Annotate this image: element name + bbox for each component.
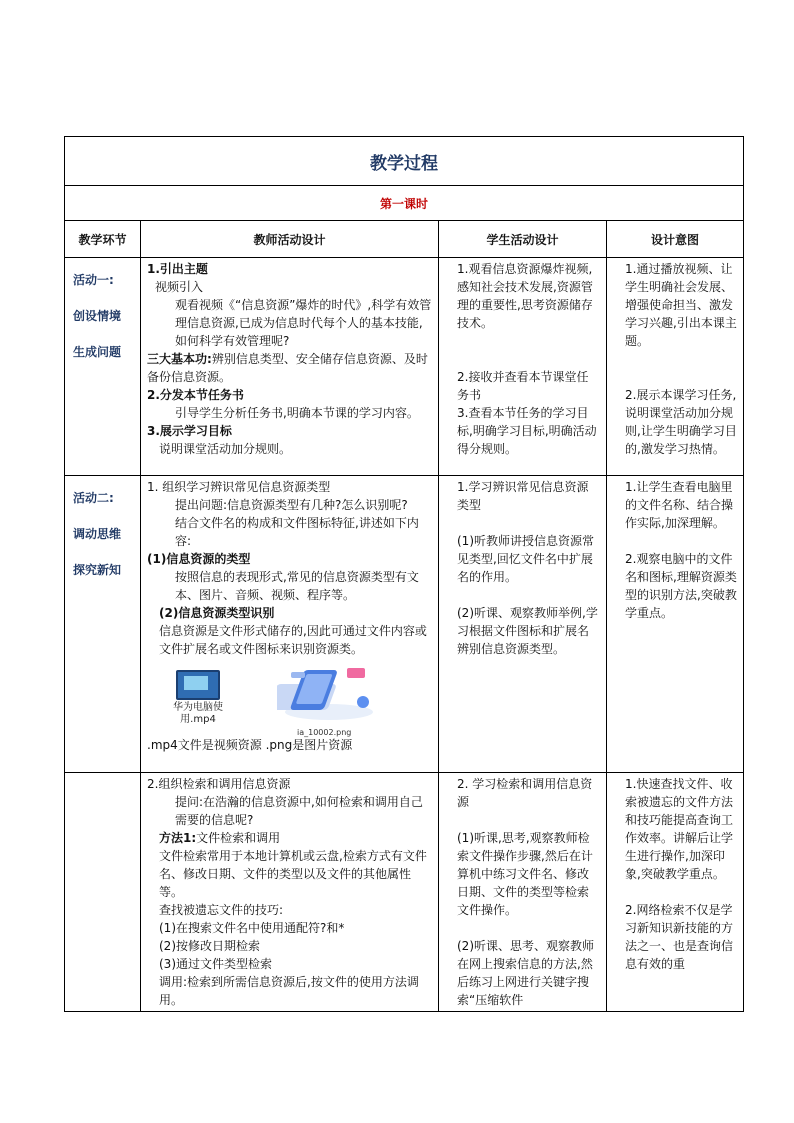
paragraph: (1)听教师讲授信息资源常见类型,回忆文件名中扩展名的作用。 [457,534,594,584]
stage-label: 创设情境 [73,309,122,323]
list-item: (3)通过文件类型检索 [159,957,272,971]
teacher-activity-cell [141,476,439,773]
stage-cell [65,773,141,1012]
table-row [65,773,744,1012]
sub-heading: (1)信息资源的类型 [147,552,251,566]
student-activity-cell [439,476,607,773]
stage-label: 调动思维 [73,527,122,541]
section-heading: 2.分发本节任务书 [147,388,244,402]
text-span: 文件检索和调用 [196,831,281,845]
paragraph: 1.让学生查看电脑里的文件名称、结合操作实际,加深理解。 [625,480,734,530]
paragraph: 1.观看信息资源爆炸视频,感知社会技术发展,资源管理的重要性,思考资源储存技术。 [457,262,593,330]
text-span: 辨别信息类型、安全储存信息资源、及时备份信息资源。 [147,352,428,384]
paragraph: 2.展示本课学习任务,说明课堂活动加分规则,让学生明确学习目的,激发学习热情。 [625,388,737,456]
list-item: (1)在搜索文件名中使用通配符?和* [159,921,345,935]
paragraph: 按照信息的表现形式,常见的信息资源类型有文本、图片、音频、视频、程序等。 [175,570,419,602]
paragraph: 文件检索常用于本地计算机或云盘,检索方式有文件名、修改日期、文件的类型以及文件的其他属性等。 [159,849,427,899]
teacher-activity-cell [141,258,439,476]
stage-cell [65,258,141,476]
stage-label: 生成问题 [73,345,122,359]
paragraph: 调用:检索到所需信息资源后,按文件的使用方法调用。 [159,975,419,1007]
paragraph: 3.查看本节任务的学习目标,明确学习目标,明确活动得分规则。 [457,406,597,456]
lesson-label: 第一课时 [65,186,744,221]
section-heading: 3.展示学习目标 [147,424,232,438]
paragraph: 2.网络检索不仅是学习新知识新技能的方法之一、也是查询信息有效的重 [625,903,734,971]
paragraph: (1)听课,思考,观察教师检索文件操作步骤,然后在计算机中练习文件名、修改日期、文件的类型等检索文件操作。 [457,831,593,917]
list-item: (2)按修改日期检索 [159,939,260,953]
teacher-activity-cell [141,773,439,1012]
stage-label: 活动二: [73,491,114,505]
sub-heading: (2)信息资源类型识别 [159,606,275,620]
example-images [147,662,432,736]
paragraph: 信息资源是文件形式储存的,因此可通过文件内容或文件扩展名或文件图标来识别资源类。 [159,624,427,656]
bold-label: 方法1: [159,831,197,845]
header-teacher: 教师活动设计 [141,221,439,258]
header-stage: 教学环节 [65,221,141,258]
table-row [65,476,744,773]
paragraph: 说明课堂活动加分规则。 [159,442,292,456]
student-activity-cell [439,258,607,476]
paragraph: 查找被遗忘文件的技巧: [159,903,284,917]
paragraph: 1.快速查找文件、收索被遗忘的文件方法和技巧能提高查询工作效率。讲解后让学生进行操作,加深印象,突破教学重点。 [625,777,734,881]
file-label: 华为电脑使用.mp4 [173,702,223,725]
section-heading: 1.引出主题 [147,262,208,276]
caption: .mp4文件是视频资源 .png是图片资源 [147,738,353,752]
paragraph: 引导学生分析任务书,明确本节课的学习内容。 [175,406,419,420]
stage-label: 活动一: [73,273,114,287]
stage-label: 探究新知 [73,563,122,577]
bold-label: 三大基本功: [147,352,212,366]
header-student: 学生活动设计 [439,221,607,258]
phone-illustration-icon [277,662,381,736]
paragraph: 1.学习辨识常见信息资源类型 [457,480,589,512]
table-title: 教学过程 [65,137,744,186]
paragraph: 提出问题:信息资源类型有几种?怎么识别呢? [175,498,408,512]
stage-cell [65,476,141,773]
paragraph: 结合文件名的构成和文件图标特征,讲述如下内容: [175,516,419,548]
paragraph: 2. 学习检索和调用信息资源 [457,777,593,809]
section-heading: 1. 组织学习辨识常见信息资源类型 [147,480,331,494]
student-activity-cell [439,773,607,1012]
lesson-plan-page [64,136,743,1012]
paragraph: 观看视频《“信息资源”爆炸的时代》,科学有效管理信息资源,已成为信息时代每个人的基本技能,如何科学有效管理呢? [175,298,432,348]
paragraph: 2.观察电脑中的文件名和图标,理解资源类型的识别方法,突破教学重点。 [625,552,737,620]
paragraph: 提问:在浩瀚的信息资源中,如何检索和调用自己需要的信息呢? [175,795,423,827]
image-label: ia_10002.png [297,728,352,737]
text-line: 视频引入 [155,280,204,294]
intent-cell [607,258,744,476]
teaching-process-table [64,136,744,1012]
paragraph: 2.接收并查看本节课堂任务书 [457,370,589,402]
video-file-icon [169,664,227,734]
paragraph [147,829,432,847]
paragraph: (2)听课、思考、观察教师在网上搜索信息的方法,然后练习上网进行关键字搜索“压缩软件 [457,939,594,1007]
paragraph: (2)听课、观察教师举例,学习根据文件图标和扩展名辨别信息资源类型。 [457,606,598,656]
intent-cell [607,476,744,773]
paragraph: 1.通过播放视频、让学生明确社会发展、增强使命担当、激发学习兴趣,引出本课主题。 [625,262,737,348]
intent-cell [607,773,744,1012]
section-heading: 2.组织检索和调用信息资源 [147,777,291,791]
table-row [65,258,744,476]
header-intent: 设计意图 [607,221,744,258]
paragraph [147,350,432,386]
